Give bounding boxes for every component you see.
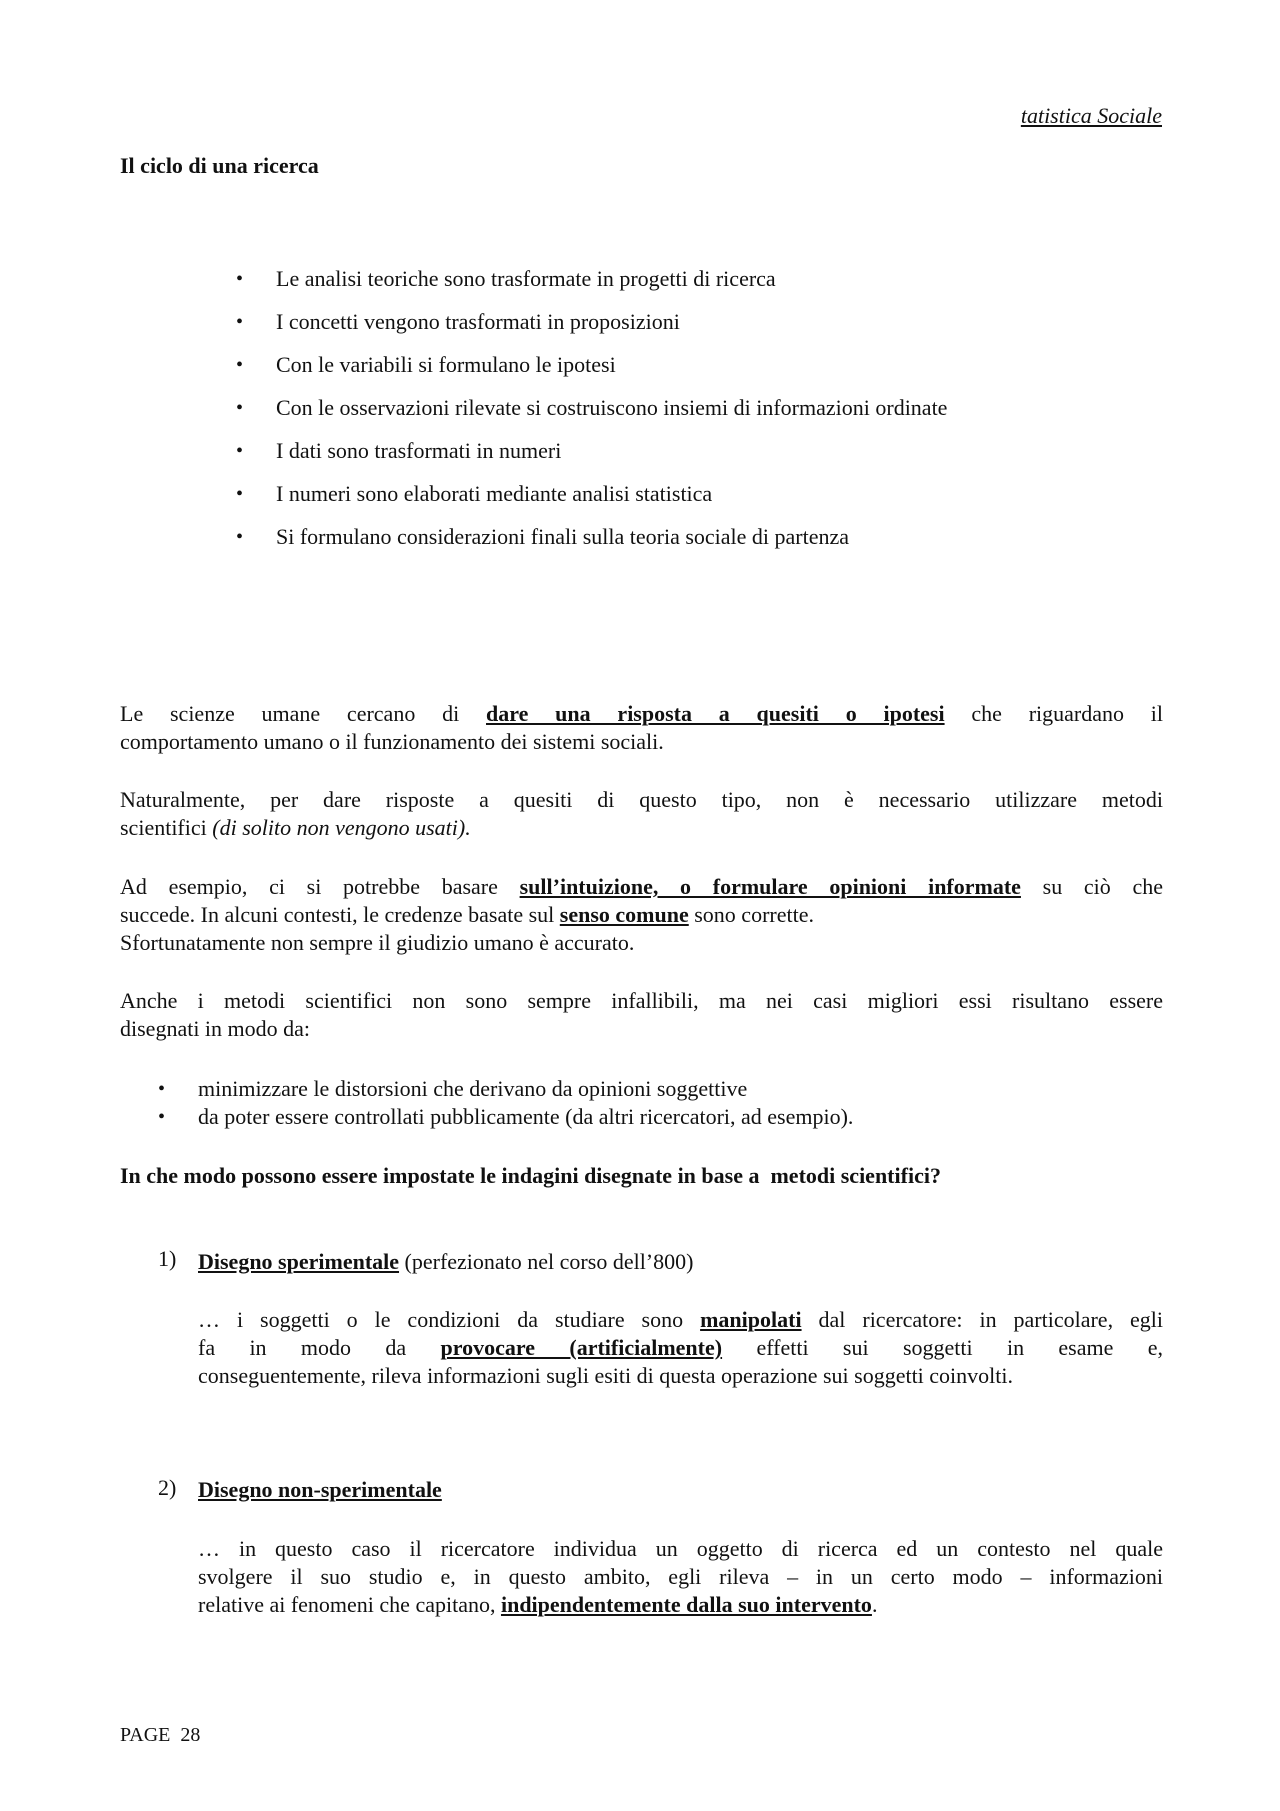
paragraph-line: Ad esempio, ci si potrebbe basare sull’intuizione, o formulare opinioni informate su ciò che [120,874,1164,899]
paragraph-line: scientifici (di solito non vengono usati). [120,815,471,840]
list-item: • I concetti vengono trasformati in proposizioni [236,309,680,334]
emphasis: dare una risposta a quesiti o ipotesi [486,701,945,726]
cycle-bullet-list [236,265,1136,566]
paragraph-line: fa in modo da provocare (artificialmente) effetti sui soggetti in esame e, [198,1335,1164,1360]
paragraph-line: Le scienze umane cercano di dare una risposta a quesiti o ipotesi che riguardano il [120,701,1164,726]
paragraph-line: relative ai fenomeni che capitano, indipendentemente dalla suo intervento. [198,1592,878,1617]
question-heading: In che modo possono essere impostate le indagini disegnate in base a metodi scientifici? [120,1163,941,1188]
bullet-icon: • [236,440,244,462]
paragraph-line: disegnati in modo da: [120,1016,311,1041]
list-item: • da poter essere controllati pubblicamente (da altri ricercatori, ad esempio). [158,1104,854,1129]
list-item: • I dati sono trasformati in numeri [236,438,562,463]
bullet-icon: • [236,397,244,419]
paragraph-2 [120,786,1163,842]
paragraph-1 [120,700,1163,756]
list-item: • Si formulano considerazioni finali sulla teoria sociale di partenza [236,524,850,549]
paragraph-line: svolgere il suo studio e, in questo ambito, egli rileva – in un certo modo – informazioni [198,1564,1163,1589]
item-1-body [198,1306,1163,1390]
item-title: Disegno sperimentale [198,1249,400,1274]
emphasis: provocare (artificialmente) [440,1335,723,1360]
emphasis: manipolati [700,1307,802,1332]
bullet-icon: • [158,1078,166,1100]
paragraph-line: succede. In alcuni contesti, le credenze basate sul senso comune sono corrette. [120,902,814,927]
list-item: • Le analisi teoriche sono trasformate in progetti di ricerca [236,266,776,291]
item-number: 2) [158,1475,177,1500]
page-number: 28 [180,1724,201,1746]
item-2-body [198,1535,1163,1619]
list-item: • minimizzare le distorsioni che derivano da opinioni soggettive [158,1076,748,1101]
emphasis: indipendentemente dalla suo intervento [500,1592,872,1617]
emphasis: sull’intuizione, o formulare opinioni informate [519,874,1021,899]
bullet-icon: • [236,483,244,505]
design-bullet-list [158,1075,1158,1131]
bullet-icon: • [236,526,244,548]
page-footer: PAGE 28 [120,1724,201,1746]
list-item: • I numeri sono elaborati mediante analisi statistica [236,481,713,506]
running-header: tatistica Sociale [1020,103,1162,128]
item-number: 1) [158,1246,177,1271]
paragraph-line: comportamento umano o il funzionamento dei sistemi sociali. [120,729,664,754]
paragraph-line: Anche i metodi scientifici non sono sempre infallibili, ma nei casi migliori essi risultano essere [120,988,1163,1013]
paragraph-line: Naturalmente, per dare risposte a quesiti di questo tipo, non è necessario utilizzare metodi [120,787,1163,812]
paragraph-4 [120,987,1163,1043]
list-item: • Con le variabili si formulano le ipotesi [236,352,616,377]
bullet-icon: • [236,354,244,376]
list-item: • Con le osservazioni rilevate si costruiscono insiemi di informazioni ordinate [236,395,948,420]
paragraph-line: Sfortunatamente non sempre il giudizio umano è accurato. [120,930,635,955]
item-title-line: Disegno sperimentale (perfezionato nel corso dell’800) [198,1249,694,1274]
paragraph-line: conseguentemente, rileva informazioni sugli esiti di questa operazione sui soggetti coinvolti. [198,1363,1014,1388]
bullet-icon: • [158,1106,166,1128]
bullet-icon: • [236,268,244,290]
bullet-icon: • [236,311,244,333]
paragraph-line: … in questo caso il ricercatore individua un oggetto di ricerca ed un contesto nel quale [198,1536,1163,1561]
paragraph-3 [120,873,1163,957]
paragraph-line: … i soggetti o le condizioni da studiare sono manipolati dal ricercatore: in particolare, egli [198,1307,1164,1332]
emphasis: senso comune [559,902,689,927]
item-title: Disegno non-sperimentale [198,1477,442,1502]
section-heading: Il ciclo di una ricerca [120,153,319,178]
